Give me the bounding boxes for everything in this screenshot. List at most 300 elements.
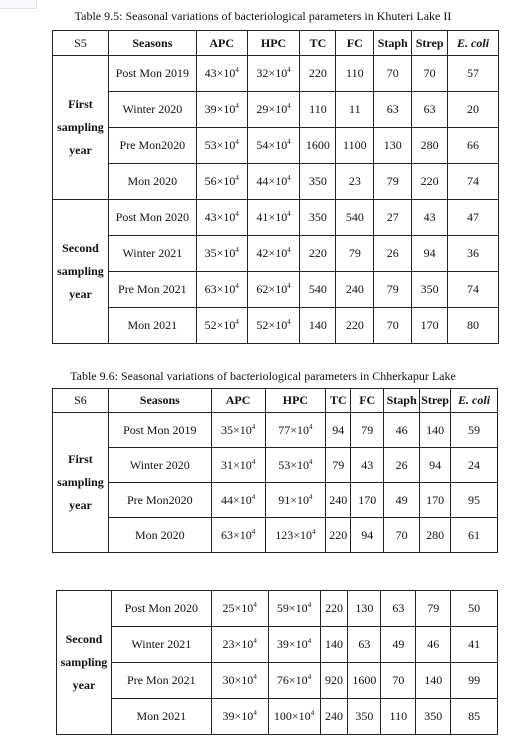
cell-apc <box>211 699 268 735</box>
cell-season-value: Mon 2020 <box>134 527 185 542</box>
cell-fc-value: 63 <box>358 637 371 651</box>
cell-strep <box>420 448 451 483</box>
cell-ecoli-value: 95 <box>468 492 481 507</box>
cell-strep-value: 94 <box>423 246 436 260</box>
header-row <box>53 389 498 413</box>
cell-fc-value: 1100 <box>343 138 367 152</box>
exponent: 4 <box>309 422 313 431</box>
cell-season <box>108 128 196 164</box>
cell-ecoli <box>448 236 499 272</box>
cell-strep-value: 140 <box>424 673 443 687</box>
cell-tc <box>326 448 351 483</box>
col-header-apc: APC <box>196 31 247 56</box>
cell-ecoli-value: 99 <box>468 673 481 687</box>
cell-hpc-value: 76×10 <box>276 673 308 687</box>
table-row <box>53 200 499 236</box>
col-header-seasons: Seasons <box>108 389 211 413</box>
cell-tc <box>320 591 348 627</box>
exponent: 4 <box>251 492 256 501</box>
cell-fc-value: 130 <box>355 601 374 615</box>
cell-strep <box>416 699 451 735</box>
cell-tc <box>300 308 336 344</box>
cell-ecoli <box>448 308 499 344</box>
exponent: 4 <box>251 422 256 431</box>
cell-staph-value: 110 <box>389 709 408 723</box>
cell-apc <box>211 448 265 483</box>
exponent: 4 <box>312 527 316 536</box>
exponent: 4 <box>235 246 239 254</box>
sampling-year-label-line: year <box>72 678 96 692</box>
cell-tc-value: 110 <box>309 102 327 116</box>
cell-apc <box>211 518 265 553</box>
cell-ecoli-value: 50 <box>468 601 481 615</box>
cell-fc <box>351 448 384 483</box>
table-row <box>57 627 498 663</box>
cell-hpc-value: 42×10 <box>256 246 288 260</box>
cell-fc-value: 540 <box>345 210 364 224</box>
sampling-year-label-line: sampling <box>57 475 104 489</box>
cell-fc <box>351 518 384 553</box>
cell-hpc-value: 44×10 <box>256 174 288 188</box>
col-header-strep: Strep <box>420 389 451 413</box>
cell-ecoli <box>451 627 498 663</box>
col-header-hpc: HPC <box>265 389 326 413</box>
cell-season-value: Winter 2020 <box>122 102 183 116</box>
cell-tc-value: 220 <box>308 246 327 260</box>
cell-tc <box>326 413 351 448</box>
table-row <box>53 236 499 272</box>
cell-staph <box>374 236 412 272</box>
cell-apc-value: 25×10 <box>222 601 254 615</box>
sampling-year-label-line: sampling <box>60 655 108 669</box>
cell-strep-value: 170 <box>426 492 445 507</box>
cell-ecoli <box>448 200 499 236</box>
exponent: 4 <box>287 246 291 254</box>
col-header-tc: TC <box>300 31 336 56</box>
cell-apc-value: 53×10 <box>204 138 236 152</box>
window-corner-fragment <box>0 0 37 9</box>
table-row <box>53 272 499 308</box>
cell-season-value: Pre Mon 2021 <box>118 282 187 296</box>
exponent: 4 <box>235 318 239 326</box>
cell-hpc <box>265 518 326 553</box>
cell-ecoli-value: 57 <box>467 66 480 80</box>
cell-tc <box>326 518 351 553</box>
cell-season-value: Pre Mon2020 <box>119 138 186 152</box>
cell-staph-value: 26 <box>395 457 408 472</box>
cell-fc-value: 1600 <box>352 673 377 687</box>
cell-ecoli <box>451 448 498 483</box>
exponent: 4 <box>307 673 312 681</box>
cell-tc <box>320 663 348 699</box>
exponent: 4 <box>287 210 291 218</box>
cell-staph <box>384 448 420 483</box>
cell-apc-value: 23×10 <box>222 637 254 651</box>
cell-apc-value: 31×10 <box>220 457 252 472</box>
cell-staph <box>374 164 412 200</box>
cell-strep-value: 350 <box>420 282 439 296</box>
site-header: S5 <box>53 31 109 56</box>
cell-fc-value: 220 <box>345 318 364 332</box>
cell-apc-value: 35×10 <box>204 246 236 260</box>
cell-hpc <box>247 272 300 308</box>
cell-strep-value: 280 <box>426 527 445 542</box>
cell-fc <box>348 663 381 699</box>
cell-fc <box>336 56 374 92</box>
cell-season-value: Post Mon 2020 <box>124 601 199 615</box>
cell-season <box>108 483 211 518</box>
cell-fc <box>351 413 384 448</box>
sampling-year-label-line: First <box>68 97 93 111</box>
cell-hpc <box>265 483 326 518</box>
header-row <box>53 31 499 56</box>
cell-staph-value: 46 <box>395 422 408 437</box>
cell-strep <box>416 627 451 663</box>
cell-strep-value: 43 <box>423 210 436 224</box>
cell-ecoli <box>451 413 498 448</box>
cell-tc <box>320 699 348 735</box>
sampling-year-label <box>53 200 109 344</box>
cell-apc-value: 43×10 <box>204 210 236 224</box>
cell-fc-value: 43 <box>361 457 374 472</box>
cell-season-value: Winter 2021 <box>122 246 183 260</box>
cell-strep <box>412 128 448 164</box>
cell-apc-value: 39×10 <box>222 709 254 723</box>
cell-season <box>108 518 211 553</box>
cell-staph <box>384 483 420 518</box>
table-9-6 <box>52 388 498 553</box>
exponent: 4 <box>253 709 257 717</box>
cell-tc-value: 140 <box>324 637 343 651</box>
cell-ecoli-value: 20 <box>467 102 480 116</box>
exponent: 4 <box>251 527 256 536</box>
cell-tc <box>300 236 336 272</box>
cell-strep <box>420 518 451 553</box>
cell-apc-value: 30×10 <box>222 673 254 687</box>
cell-ecoli-value: 85 <box>468 709 481 723</box>
cell-tc <box>326 483 351 518</box>
cell-hpc <box>265 448 326 483</box>
cell-ecoli-value: 61 <box>468 527 481 542</box>
cell-tc-value: 79 <box>332 457 345 472</box>
cell-hpc-value: 53×10 <box>278 457 310 472</box>
cell-ecoli <box>451 699 498 735</box>
table-9-6-caption: Table 9.6: Seasonal variations of bacteriological parameters in Chherkapur Lake <box>70 369 456 383</box>
cell-apc <box>211 413 265 448</box>
exponent: 4 <box>287 318 291 326</box>
cell-tc <box>320 627 348 663</box>
cell-apc <box>196 164 247 200</box>
cell-staph-value: 63 <box>386 102 399 116</box>
cell-staph <box>374 272 412 308</box>
col-header-ecoli: E. coli <box>448 31 499 56</box>
cell-season <box>108 164 196 200</box>
table-row <box>53 483 498 518</box>
table-row <box>53 92 499 128</box>
cell-hpc-value: 77×10 <box>278 422 310 437</box>
cell-fc <box>336 200 374 236</box>
cell-fc <box>348 699 381 735</box>
cell-hpc-value: 39×10 <box>276 637 308 651</box>
exponent: 4 <box>235 102 239 110</box>
col-header-tc: TC <box>326 389 351 413</box>
cell-strep <box>420 483 451 518</box>
sampling-year-label-line: Second <box>62 241 99 255</box>
cell-fc <box>336 308 374 344</box>
cell-tc-value: 920 <box>324 673 343 687</box>
exponent: 4 <box>287 282 291 290</box>
col-header-seasons: Seasons <box>108 31 196 56</box>
cell-tc-value: 540 <box>308 282 327 296</box>
cell-staph-value: 63 <box>392 601 405 615</box>
cell-tc <box>300 128 336 164</box>
cell-fc <box>336 236 374 272</box>
exponent: 4 <box>253 637 257 645</box>
cell-season <box>111 591 211 627</box>
cell-ecoli <box>451 663 498 699</box>
cell-season-value: Winter 2021 <box>131 637 192 651</box>
cell-season <box>108 448 211 483</box>
table-row <box>53 164 499 200</box>
sampling-year-label-line: sampling <box>57 264 104 278</box>
cell-strep-value: 220 <box>420 174 439 188</box>
cell-staph <box>374 308 412 344</box>
cell-hpc <box>265 413 326 448</box>
cell-hpc-value: 52×10 <box>256 318 288 332</box>
exponent: 4 <box>235 66 239 74</box>
cell-tc-value: 220 <box>324 601 343 615</box>
cell-season-value: Pre Mon2020 <box>126 492 193 507</box>
table-row <box>53 56 499 92</box>
cell-strep-value: 94 <box>429 457 442 472</box>
cell-staph-value: 49 <box>392 637 405 651</box>
cell-apc-value: 56×10 <box>204 174 236 188</box>
cell-tc <box>300 56 336 92</box>
site-header: S6 <box>53 389 109 413</box>
cell-ecoli <box>448 92 499 128</box>
cell-staph-value: 70 <box>395 527 408 542</box>
cell-apc-value: 44×10 <box>220 492 252 507</box>
cell-hpc <box>247 128 300 164</box>
cell-season <box>108 272 196 308</box>
sampling-year-label <box>53 413 109 553</box>
exponent: 4 <box>287 66 291 74</box>
sampling-year-label-line: First <box>68 452 93 466</box>
cell-fc-value: 79 <box>348 246 361 260</box>
cell-strep-value: 140 <box>426 422 445 437</box>
cell-fc <box>336 128 374 164</box>
cell-strep <box>416 591 451 627</box>
cell-apc <box>196 308 247 344</box>
cell-ecoli <box>451 518 498 553</box>
cell-apc <box>211 591 268 627</box>
cell-season <box>108 236 196 272</box>
col-header-fc: FC <box>351 389 384 413</box>
cell-season-value: Mon 2020 <box>127 174 178 188</box>
exponent: 4 <box>253 601 257 609</box>
cell-hpc <box>268 591 320 627</box>
cell-hpc-value: 123×10 <box>275 527 313 542</box>
cell-season-value: Post Mon 2019 <box>123 422 197 437</box>
cell-ecoli-value: 74 <box>467 174 480 188</box>
cell-hpc <box>247 56 300 92</box>
cell-apc <box>211 627 268 663</box>
cell-fc-value: 350 <box>355 709 374 723</box>
cell-strep-value: 46 <box>427 637 440 651</box>
cell-apc <box>196 56 247 92</box>
sampling-year-label <box>53 56 109 200</box>
cell-tc <box>300 272 336 308</box>
exponent: 4 <box>287 102 291 110</box>
cell-apc-value: 52×10 <box>204 318 236 332</box>
cell-hpc-value: 100×10 <box>273 709 311 723</box>
table-row <box>53 448 498 483</box>
sampling-year-label-line: sampling <box>57 120 104 134</box>
cell-strep <box>412 56 448 92</box>
exponent: 4 <box>309 492 313 501</box>
cell-staph-value: 27 <box>386 210 399 224</box>
exponent: 4 <box>310 709 315 717</box>
cell-tc-value: 220 <box>308 66 327 80</box>
cell-ecoli-value: 80 <box>467 318 480 332</box>
cell-season <box>111 627 211 663</box>
cell-tc-value: 140 <box>308 318 327 332</box>
cell-hpc <box>247 236 300 272</box>
cell-fc <box>351 483 384 518</box>
cell-ecoli <box>448 128 499 164</box>
cell-apc <box>196 200 247 236</box>
exponent: 4 <box>307 601 312 609</box>
cell-hpc <box>247 200 300 236</box>
cell-staph <box>381 699 416 735</box>
table-row <box>53 128 499 164</box>
cell-strep-value: 280 <box>420 138 439 152</box>
exponent: 4 <box>251 457 256 466</box>
cell-staph <box>384 518 420 553</box>
cell-season-value: Post Mon 2020 <box>115 210 190 224</box>
cell-staph-value: 49 <box>395 492 408 507</box>
cell-season-value: Mon 2021 <box>136 709 187 723</box>
cell-hpc-value: 32×10 <box>256 66 288 80</box>
cell-hpc-value: 59×10 <box>276 601 308 615</box>
cell-ecoli-value: 59 <box>468 422 481 437</box>
col-header-hpc: HPC <box>247 31 300 56</box>
sampling-year-label-line: year <box>69 143 92 157</box>
table-row <box>53 413 498 448</box>
cell-staph-value: 130 <box>383 138 402 152</box>
cell-season <box>108 308 196 344</box>
cell-apc <box>211 483 265 518</box>
cell-fc-value: 11 <box>349 102 361 116</box>
cell-hpc <box>268 627 320 663</box>
cell-season-value: Mon 2021 <box>127 318 178 332</box>
cell-staph <box>374 128 412 164</box>
cell-season <box>111 699 211 735</box>
cell-fc <box>348 627 381 663</box>
cell-fc-value: 94 <box>361 527 374 542</box>
table-row <box>57 591 498 627</box>
cell-strep <box>412 92 448 128</box>
cell-staph <box>374 92 412 128</box>
cell-ecoli <box>448 164 499 200</box>
cell-staph <box>374 56 412 92</box>
table-row <box>57 699 498 735</box>
cell-fc <box>348 591 381 627</box>
sampling-year-label-line: Second <box>65 632 103 646</box>
col-header-fc: FC <box>336 31 374 56</box>
cell-tc-value: 350 <box>308 174 327 188</box>
cell-fc <box>336 92 374 128</box>
table-row <box>53 518 498 553</box>
sampling-year-label-line: year <box>69 498 92 512</box>
cell-season-value: Pre Mon 2021 <box>127 673 196 687</box>
cell-fc-value: 110 <box>346 66 364 80</box>
cell-staph <box>381 663 416 699</box>
cell-hpc-value: 54×10 <box>256 138 288 152</box>
cell-hpc <box>247 92 300 128</box>
cell-fc-value: 23 <box>348 174 361 188</box>
cell-apc-value: 63×10 <box>204 282 236 296</box>
cell-strep <box>416 663 451 699</box>
cell-apc-value: 39×10 <box>204 102 236 116</box>
cell-fc <box>336 164 374 200</box>
cell-strep <box>412 164 448 200</box>
cell-season <box>111 663 211 699</box>
cell-strep-value: 350 <box>424 709 443 723</box>
cell-ecoli-value: 47 <box>467 210 480 224</box>
table-row <box>53 308 499 344</box>
table-9-5-caption: Table 9.5: Seasonal variations of bacteriological parameters in Khuteri Lake II <box>74 9 452 23</box>
exponent: 4 <box>235 210 239 218</box>
cell-ecoli-value: 74 <box>467 282 480 296</box>
col-header-ecoli: E. coli <box>451 389 498 413</box>
cell-hpc <box>268 699 320 735</box>
exponent: 4 <box>235 174 239 182</box>
cell-hpc-value: 62×10 <box>256 282 288 296</box>
cell-season <box>108 56 196 92</box>
cell-hpc <box>247 308 300 344</box>
cell-ecoli <box>448 272 499 308</box>
table-9-5 <box>52 30 499 344</box>
cell-apc-value: 43×10 <box>204 66 236 80</box>
cell-ecoli <box>448 56 499 92</box>
cell-staph-value: 79 <box>386 282 399 296</box>
cell-strep <box>412 236 448 272</box>
col-header-staph: Staph <box>384 389 420 413</box>
cell-tc-value: 240 <box>329 492 348 507</box>
exponent: 4 <box>235 138 239 146</box>
cell-ecoli-value: 36 <box>467 246 480 260</box>
cell-apc <box>196 128 247 164</box>
cell-staph <box>381 591 416 627</box>
cell-apc <box>211 663 268 699</box>
cell-season-value: Winter 2020 <box>129 457 190 472</box>
cell-staph-value: 79 <box>386 174 399 188</box>
exponent: 4 <box>287 138 291 146</box>
cell-ecoli-value: 66 <box>467 138 480 152</box>
cell-tc-value: 240 <box>324 709 343 723</box>
cell-strep <box>420 413 451 448</box>
exponent: 4 <box>235 282 239 290</box>
cell-strep-value: 63 <box>423 102 436 116</box>
cell-apc-value: 63×10 <box>220 527 252 542</box>
col-header-staph: Staph <box>374 31 412 56</box>
cell-hpc-value: 29×10 <box>256 102 288 116</box>
cell-hpc-value: 41×10 <box>256 210 288 224</box>
table-9-6-continued <box>56 590 498 735</box>
sampling-year-label <box>57 591 112 735</box>
cell-fc-value: 240 <box>345 282 364 296</box>
